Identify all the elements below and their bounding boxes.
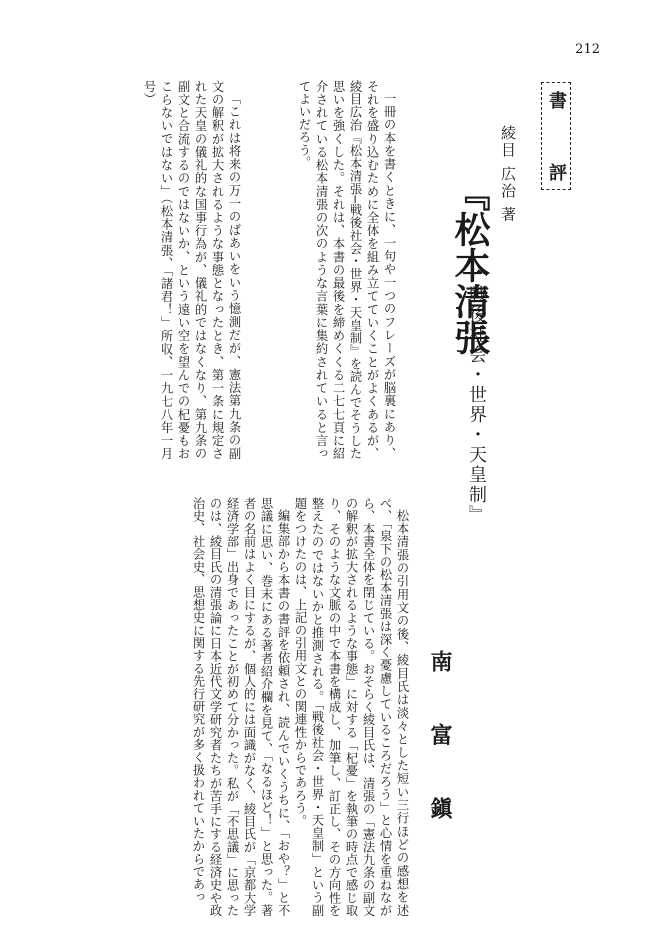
- page-number: 212: [575, 42, 600, 57]
- reviewer-name: 南 富 鎭: [427, 650, 453, 842]
- top-text-block: [257, 80, 397, 460]
- quote-block: [112, 80, 242, 460]
- book-subtitle: 戦後社会・世界・天皇制』: [466, 285, 487, 525]
- book-author: 綾目 広治 著: [499, 125, 517, 224]
- quote-paragraph: 「これは将来の万一のばあいをいう憶測だが、憲法第九条の副文の解釈が拡大されるような事態となったとき、第一条に規定された天皇の儀礼的な国事行為が、儀礼的ではなくなり、第九条の副文と合流するのではないか、という遠い空を望んでの杞憂もおこらないではない」（松本清張、「諸君！」所収、一九七八年一月号）: [142, 80, 241, 460]
- section-label-char-1: 書: [546, 91, 567, 109]
- top-paragraph: 一冊の本を書くときに、一句や一つのフレーズが脳裏にあり、それを盛り込むために全体を組み立てていくことがよくあるが、綾目広治『松本清張─戦後社会・世界・天皇制』を読んでそうした思いを強くした。それは、本書の最後を締めくくる二七七頁に紹介されている松本清張の次のような言葉に集約されていると言ってよいだろう。: [297, 80, 396, 460]
- section-label-box: [541, 82, 571, 190]
- book-title: 『松本清張: [449, 175, 491, 355]
- bottom-text-block: [80, 497, 410, 917]
- section-label-char-2: 評: [546, 163, 567, 181]
- bottom-paragraph-1: 松本清張の引用文の後、綾目氏は淡々とした短い三行ほどの感想を述べ、「泉下の松本清張は深く憂慮しているころだろう」と心情を重ねながら、本書全体を閉じている。おそらく綾目氏は、清張の「憲法九条の副文の解釈が拡大されるような事態」に対する「杞憂」を執筆の時点で感じ取り、そのような文脈の中で本書を構成し、加筆し、訂正し、その方向性を整えたのではないかと推測される。「戦後社会・世界・天皇制」という副題をつけたのは、上記の引用文との関連性からであろう。: [293, 497, 409, 917]
- bottom-paragraph-2: 編集部から本書の書評を依頼され、読んでいくうちに、「おや？」と不思議に思い、巻末にある著者紹介欄を見て、「なるほど！」と思った。著者の名前はよく目にするが、個人的には面識がなく、綾目氏が「京都大学経済学部」出身であったことが初めて分かった。私が「不思議」に思ったのは、綾目氏の清張論に日本近代文学研究者たちが苦手にする経済史や政治史、社会史、思想史に関する先行研究が多く扱われていたからであっ: [191, 497, 290, 917]
